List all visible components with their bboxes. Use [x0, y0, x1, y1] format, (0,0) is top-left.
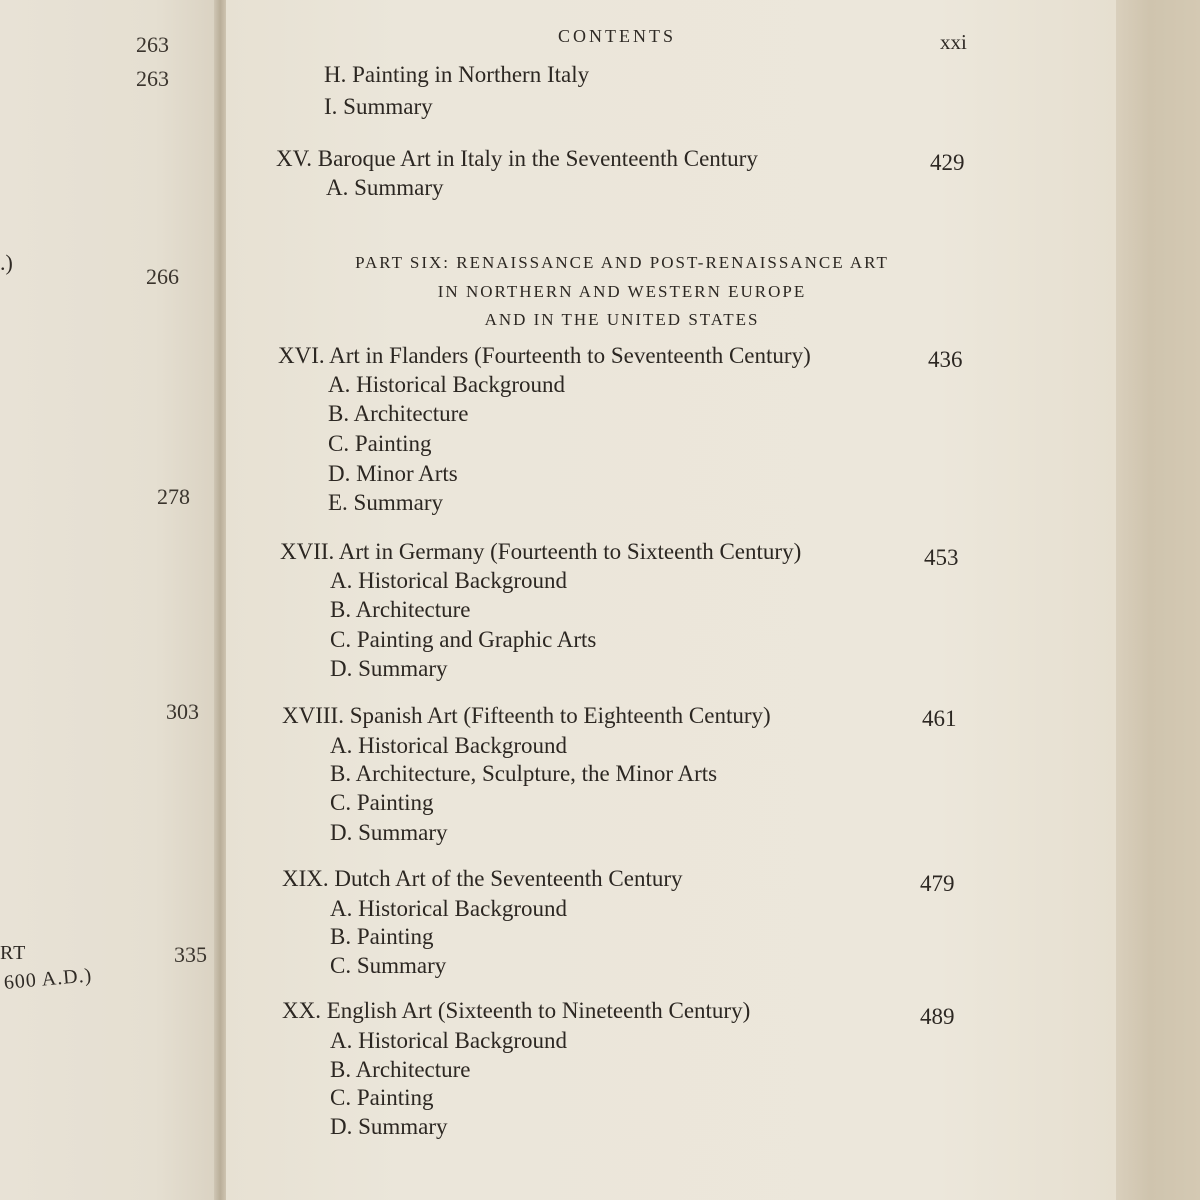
toc-page-number: 489	[920, 1004, 955, 1029]
left-page-fragment: 600 A.D.)	[2, 964, 94, 994]
toc-subitem: B. Architecture	[330, 597, 471, 622]
left-page	[0, 0, 222, 1200]
toc-subitem: C. Summary	[330, 953, 447, 978]
toc-chapter-title: XV. Baroque Art in Italy in the Seventeenth Century	[276, 146, 758, 171]
toc-subitem: D. Summary	[330, 656, 448, 681]
left-page-number: 303	[166, 699, 199, 724]
left-page-number: 266	[146, 264, 179, 289]
toc-page-number: 453	[924, 545, 959, 570]
toc-chapter-title: XVIII. Spanish Art (Fifteenth to Eighteenth Century)	[282, 703, 771, 728]
left-page-number: 263	[136, 32, 169, 57]
toc-chapter-title: XIX. Dutch Art of the Seventeenth Century	[282, 866, 683, 891]
left-page-number: 335	[174, 942, 207, 967]
toc-subitem: A. Historical Background	[330, 568, 567, 593]
toc-subitem: B. Architecture, Sculpture, the Minor Arts	[330, 761, 718, 786]
running-head: CONTENTS	[558, 26, 676, 46]
toc-subitem: C. Painting	[330, 790, 434, 815]
toc-subitem: B. Architecture	[328, 401, 469, 426]
toc-page-number: 436	[928, 347, 963, 372]
left-page-fragment: RT	[0, 942, 27, 964]
toc-subitem: C. Painting	[330, 1085, 434, 1110]
toc-page-number: 461	[922, 706, 957, 731]
toc-subitem: I. Summary	[324, 94, 433, 119]
toc-chapter-title: XVII. Art in Germany (Fourteenth to Sixteenth Century)	[280, 539, 802, 564]
toc-chapter-title: XX. English Art (Sixteenth to Nineteenth Century)	[282, 998, 751, 1023]
toc-chapter-title: XVI. Art in Flanders (Fourteenth to Seventeenth Century)	[278, 343, 811, 368]
part-heading: AND IN THE UNITED STATES	[484, 310, 760, 329]
toc-subitem: H. Painting in Northern Italy	[324, 62, 590, 87]
part-heading: IN NORTHERN AND WESTERN EUROPE	[437, 282, 807, 301]
toc-subitem: D. Summary	[330, 820, 448, 845]
toc-subitem: A. Historical Background	[330, 1028, 567, 1053]
toc-subitem: A. Historical Background	[330, 733, 567, 758]
page-folio: xxi	[940, 30, 967, 54]
toc-subitem: A. Summary	[326, 175, 444, 200]
toc-page-number: 429	[930, 150, 965, 175]
left-page-number: 278	[157, 484, 190, 509]
toc-subitem: B. Architecture	[330, 1057, 471, 1082]
toc-subitem: D. Minor Arts	[328, 461, 458, 486]
toc-subitem: A. Historical Background	[328, 372, 565, 397]
left-page-fragment: .)	[0, 250, 13, 275]
toc-subitem: A. Historical Background	[330, 896, 567, 921]
page-edge	[1116, 0, 1200, 1200]
toc-subitem: C. Painting	[328, 431, 432, 456]
toc-subitem: D. Summary	[330, 1114, 448, 1139]
toc-subitem: C. Painting and Graphic Arts	[330, 627, 597, 652]
toc-subitem: B. Painting	[330, 924, 434, 949]
part-heading: PART SIX: RENAISSANCE AND POST-RENAISSANCE ART	[355, 253, 889, 272]
left-page-number: 263	[136, 66, 169, 91]
toc-subitem: E. Summary	[328, 490, 443, 515]
toc-page-number: 479	[920, 871, 955, 896]
